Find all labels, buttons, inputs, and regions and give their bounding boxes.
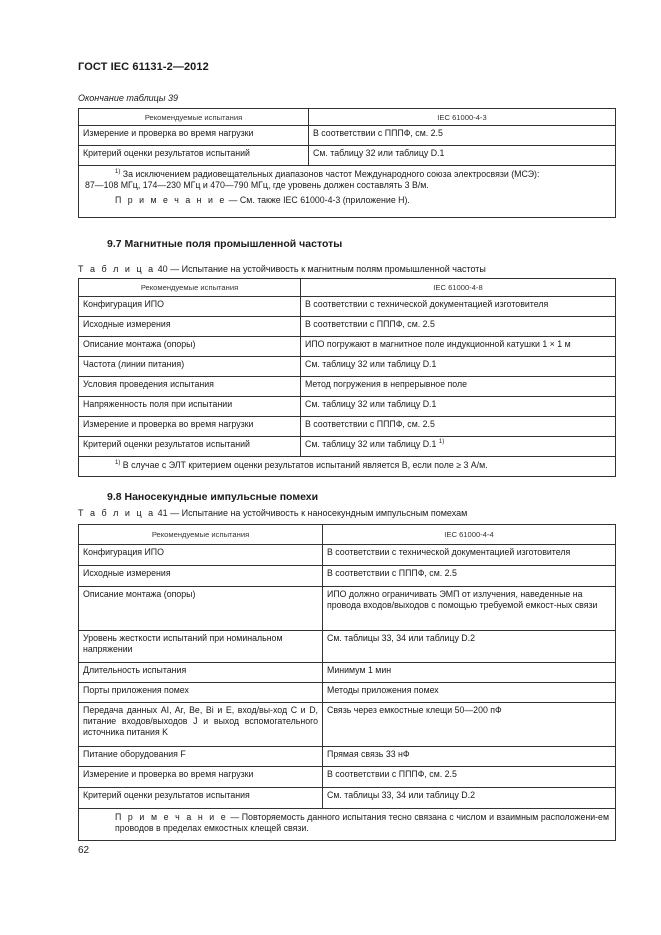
table39-cell: Измерение и проверка во время нагрузки — [79, 126, 309, 146]
table41-cell: Описание монтажа (опоры) — [79, 587, 323, 631]
table41-cell: Прямая связь 33 нФ — [323, 747, 616, 767]
table-row — [79, 545, 616, 566]
table-row — [79, 747, 616, 767]
table40-cell: Метод погружения в непрерывное поле — [301, 377, 616, 397]
table41-cell: В соответствии с ПППФ, см. 2.5 — [323, 566, 616, 587]
section-heading-9-8: 9.8 Наносекундные импульсные помехи — [107, 491, 319, 503]
table-row — [79, 126, 616, 146]
table-39 — [78, 108, 616, 218]
table-row — [79, 437, 616, 457]
table39-head-standard: IEC 61000-4-3 — [309, 109, 616, 126]
table-row — [79, 683, 616, 703]
table41-note-row — [79, 809, 616, 841]
page-number: 62 — [78, 845, 90, 856]
table40-cell: Напряженность поля при испытании — [79, 397, 301, 417]
table40-cell: В соответствии с технической документацией изготовителя — [301, 297, 616, 317]
table39-note: П р и м е ч а н и е — См. также IEC 61000-4-3 (приложение Н). — [115, 195, 410, 205]
table39-cell: Критерий оценки результатов испытаний — [79, 146, 309, 166]
table41-head-tests: Рекомендуемые испытания — [79, 525, 323, 545]
table40-caption: Т а б л и ц а 40 — Испытание на устойчивость к магнитным полям промышленной частоты — [78, 264, 486, 274]
table41-cell: Передача данных AI, Ar, Be, Bi и E, вход/вы-ход C и D, питание входов/выходов J и выход вспомогательного источника питания K — [79, 703, 323, 747]
table40-cell: В соответствии с ПППФ, см. 2.5 — [301, 417, 616, 437]
document-title: ГОСТ IEC 61131-2—2012 — [78, 61, 209, 73]
table39-footnote — [79, 166, 616, 218]
table40-cell: Описание монтажа (опоры) — [79, 337, 301, 357]
footnote-mark: 1) — [115, 460, 121, 466]
table40-cell: Измерение и проверка во время нагрузки — [79, 417, 301, 437]
table41-note: П р и м е ч а н и е — Повторяемость данного испытания тесно связана с числом и взаимным расположени-ем проводов в пределах емкостных клещей связи. — [79, 809, 616, 841]
table39-caption: Окончание таблицы 39 — [78, 93, 178, 103]
table40-footnote-row — [79, 457, 616, 477]
footnote-mark: 1) — [115, 169, 121, 175]
table40-cell: Конфигурация ИПО — [79, 297, 301, 317]
table41-caption: Т а б л и ц а 41 — Испытание на устойчивость к наносекундным импульсным помехам — [78, 508, 468, 518]
table41-cell: См. таблицы 33, 34 или таблицу D.2 — [323, 631, 616, 663]
table41-cell: Минимум 1 мин — [323, 663, 616, 683]
table40-cell: См. таблицу 32 или таблицу D.1 — [301, 397, 616, 417]
table-row — [79, 146, 616, 166]
table41-cell: Конфигурация ИПО — [79, 545, 323, 566]
table40-cell: См. таблицу 32 или таблицу D.1 — [301, 357, 616, 377]
table41-cell: ИПО должно ограничивать ЭМП от излучения, наведенные на провода входов/выходов с помощью требуемой емкост-ных связи — [323, 587, 616, 631]
table-row — [79, 663, 616, 683]
table41-cell: Питание оборудования F — [79, 747, 323, 767]
table41-cell: Длительность испытания — [79, 663, 323, 683]
table41-cell: Порты приложения помех — [79, 683, 323, 703]
table40-head-tests: Рекомендуемые испытания — [79, 279, 301, 297]
table40-cell: Исходные измерения — [79, 317, 301, 337]
table40-cell: ИПО погружают в магнитное поле индукционной катушки 1 × 1 м — [301, 337, 616, 357]
table-row — [79, 767, 616, 788]
table-row — [79, 357, 616, 377]
table40-head-standard: IEC 61000-4-8 — [301, 279, 616, 297]
table40-cell: Условия проведения испытания — [79, 377, 301, 397]
table40-footnote: $^{1)}$ В случае с ЭЛТ критерием оценки результатов испытаний является В, если поле ≥ 3 А/м. — [79, 457, 616, 477]
table39-footnote-line2: 87—108 МГц, 174—230 МГц и 470—790 МГц, где уровень должен составлять 3 В/м. — [85, 180, 429, 190]
table-row — [79, 317, 616, 337]
table40-cell: В соответствии с ПППФ, см. 2.5 — [301, 317, 616, 337]
table40-cell: См. таблицу 32 или таблицу D.1 $^{1)}$ — [301, 437, 616, 457]
table40-cell: Частота (линии питания) — [79, 357, 301, 377]
table-row — [79, 703, 616, 747]
table41-cell: Измерение и проверка во время нагрузки — [79, 767, 323, 788]
table-row — [79, 377, 616, 397]
table39-cell: В соответствии с ПППФ, см. 2.5 — [309, 126, 616, 146]
section-heading-9-7: 9.7 Магнитные поля промышленной частоты — [107, 238, 343, 250]
table41-cell: См. таблицы 33, 34 или таблицу D.2 — [323, 788, 616, 809]
table-row — [79, 587, 616, 631]
table-41 — [78, 524, 616, 841]
table39-cell: См. таблицу 32 или таблицу D.1 — [309, 146, 616, 166]
footnote-mark: 1) — [438, 439, 445, 445]
table41-head-standard: IEC 61000-4-4 — [323, 525, 616, 545]
table-row — [79, 337, 616, 357]
table39-head-tests: Рекомендуемые испытания — [79, 109, 309, 126]
table40-cell: Критерий оценки результатов испытаний — [79, 437, 301, 457]
table-row — [79, 788, 616, 809]
table41-cell: Методы приложения помех — [323, 683, 616, 703]
table41-cell: Уровень жесткости испытаний при номинальном напряжении — [79, 631, 323, 663]
table-row — [79, 417, 616, 437]
table39-footnote-line1: $^{1)}$ За исключением радиовещательных диапазонов частот Международного союза электросвязи (МСЭ): — [115, 169, 540, 179]
table41-cell: Связь через емкостные клещи 50—200 пФ — [323, 703, 616, 747]
table41-cell: В соответствии с технической документацией изготовителя — [323, 545, 616, 566]
table-40 — [78, 278, 616, 477]
table41-cell: Исходные измерения — [79, 566, 323, 587]
table-row — [79, 397, 616, 417]
table39-footnote-row — [79, 166, 616, 218]
table41-cell: Критерий оценки результатов испытания — [79, 788, 323, 809]
table-row — [79, 631, 616, 663]
table-row — [79, 566, 616, 587]
table-row — [79, 297, 616, 317]
table41-cell: В соответствии с ПППФ, см. 2.5 — [323, 767, 616, 788]
